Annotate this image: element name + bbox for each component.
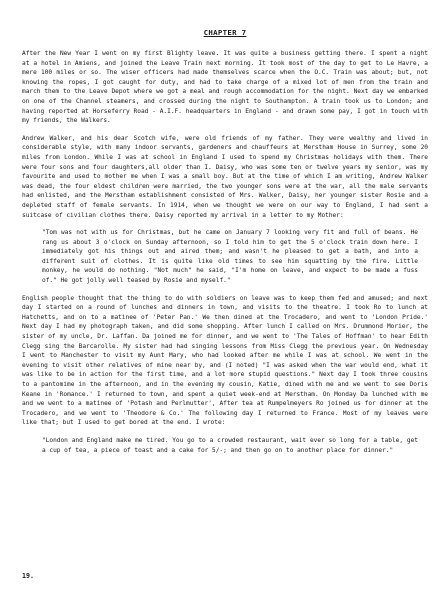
quote-london-tired: "London and England make me tired. You go to a crowded restaurant, wait ever so long for a table, get a cup of tea, a piece of toast and a cake for 5/-; and then go on to another place for dinner." <box>42 436 418 454</box>
paragraph-leave-journey: After the New Year I went on my first Blighty leave. It was quite a business getting there. I spent a night at a hotel in Amiens, and joined the Leave Train next morning. It took most of the day to get to Le Havre, a mere 100 miles or so. The wiser officers had made themselves scarce when the O.C. Train was about; but, not knowing the ropes, I got caught for duty, and had to take charge of a mixed lot of men from the train and march them to the Leave Depot where we got a meal and rough accommodation for the night. Next day we embarked on one of the Channel steamers, and crossed during the night to Southampton. A train took us to London; and having reported at Horseferry Road - A.I.F. headquarters in England - and drawn some pay, I got in touch with my friends, the Walkers. <box>22 50 428 125</box>
paragraph-walker-family: Andrew Walker, and his dear Scotch wife, were old friends of my father. They were wealthy and lived in considerable style, with many indoor servants, gardeners and chauffeurs at Merstham House in Surrey, some 20 miles from London. While I was at school in England I used to spend my Christmas holidays with them. There were four sons and four daughters,all older than I. Daisy, who was some ten or twelve years my senior, was my favourite and used to mother me when I was a small boy. But at the time of which I am writing, Andrew Walker was dead, the four eldest children were married, the two younger sons were at the war, all the male servants had enlisted, and the Merstham establishment consisted of Mrs. Walker, Daisy, her younger sister Rosie and a depleted staff of female servants. In 1914, when we thought we were on our way to England, I had sent a suitcase of civilian clothes there. Daisy reported my arrival in a letter to my Mother: <box>22 134 428 219</box>
paragraph-london-leave: English people thought that the thing to do with soldiers on leave was to keep them fed and amused; and next day I started on a round of lunches and dinners in town, and visits to the theatre. I took Ro to lunch at Hatchetts, and on to a matinee of 'Peter Pan.' We then dined at the Trocadero, and went to 'London Pride.' Next day I had my photograph taken, and did some shopping. After lunch I called on Mrs. Drummond Morier, the sister of my uncle, Dr. Laffan. Da joined me for dinner, and we went to 'The Tales of Hoffman' to hear Edith Clegg sing the Barcarolle. My sister had had singing lessons from Miss Clegg the previous year. On Wednesday I went to Manchester to visit my Aunt Mary, who had looked after me while I was at school. We went in the evening to visit other relatives of mine near by, and (I noted) "I was asked when the war would end, what it was like to be in action for the first time, and a lot more stupid questions." Next day I took three cousins to a pantomime in the afternoon, and in the evening my cousin, Katie, dined with me and we went to see Doris Keane in 'Romance.' I returned to town, and spent a quiet week-end at Merstham. On Monday Da lunched with me and we went to a matinee of 'Potash and Perlmutter', After tea at Rumpelmeyers Ro joined us for dinner at the Trocadero, and we went to 'Theodore & Co.' The following day I returned to France. Most of my leaves were like that; but I used to get bored at the end. I wrote: <box>22 294 428 427</box>
page-number: 19. <box>22 572 34 580</box>
chapter-title: CHAPTER 7 <box>203 28 247 37</box>
quote-daisy-letter: "Tom was not with us for Christmas, but he came on January 7 looking very fit and full of beans. He rang us about 3 o'clock on Sunday afternoon, so I told him to get the 5 o'clock train down here. I immediately got his things out and aired them; and wasn't he pleased to get a bath, and into a different suit of clothes. It is quite like old times to see him squatting by the fire. Little monkey, he would do nothing. "Not much" he said, "I'm home on leave, and expect to be made a fuss of." He got jolly well teased by Rosie and myself." <box>42 229 418 285</box>
